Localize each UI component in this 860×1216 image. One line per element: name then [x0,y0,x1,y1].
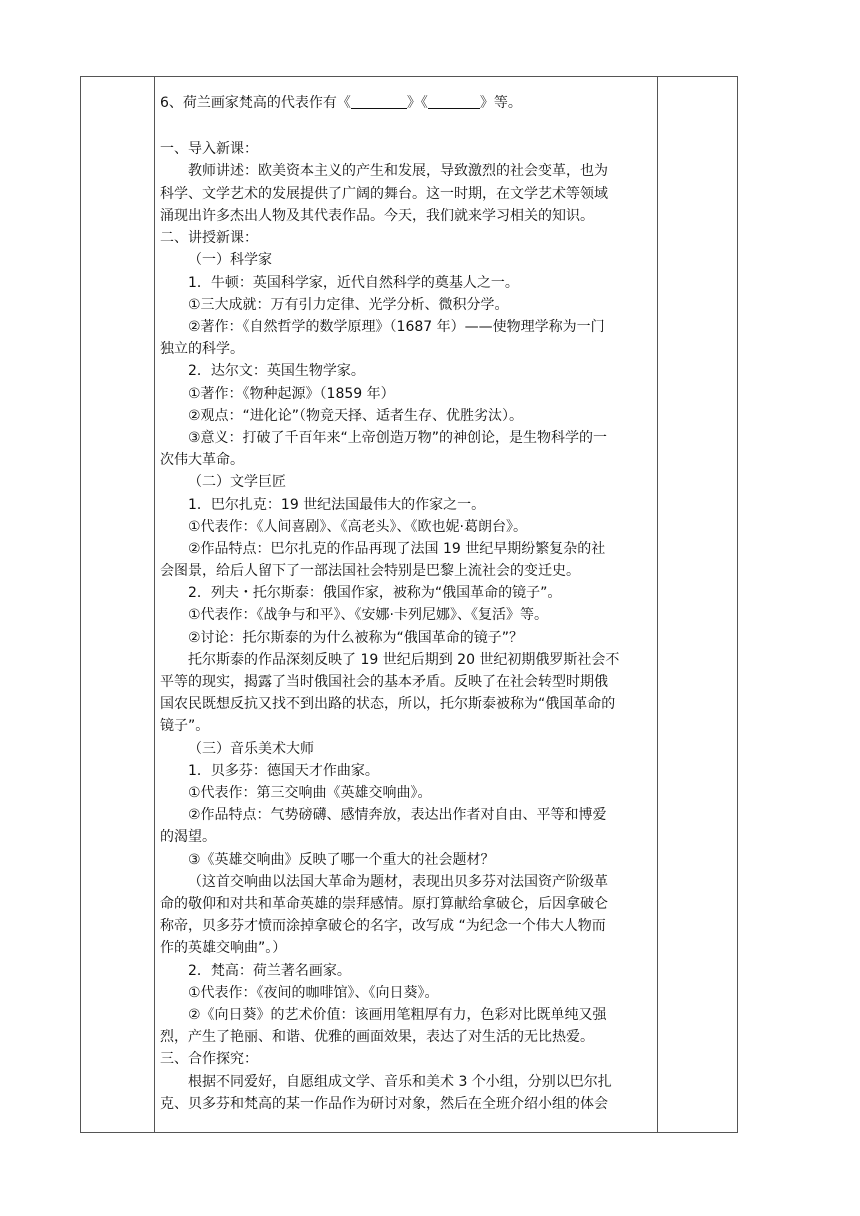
table-divider-left [154,76,155,1133]
paragraph-line: 1．巴尔扎克：19 世纪法国最伟大的作家之一。 [188,497,486,513]
paragraph-line: ②作品特点：巴尔扎克的作品再现了法国 19 世纪早期纷繁复杂的社 [188,541,606,557]
question-line: 6、荷兰画家梵高的代表作有《 》《 》等。 [160,95,522,111]
paragraph-line: 独立的科学。 [160,341,244,357]
table-divider-right [657,76,658,1133]
answer-blank [428,94,480,109]
paragraph-line: ②《向日葵》的艺术价值：该画用笔粗厚有力，色彩对比既单纯又强 [188,1007,607,1023]
paragraph-line: （这首交响曲以法国大革命为题材，表现出贝多芬对法国资产阶级革 [188,874,608,890]
paragraph-line: 科学、文学艺术的发展提供了广阔的舞台。这一时期，在文学艺术等领域 [160,186,608,202]
paragraph-line: 1．贝多芬：德国天才作曲家。 [188,763,379,779]
table-top-border [80,76,738,77]
paragraph-line: ②著作：《自然哲学的数学原理》（1687 年）——使物理学称为一门 [188,319,605,335]
paragraph-line: 命的敬仰和对共和革命英雄的崇拜感情。原打算献给拿破仑，后因拿破仑 [160,896,608,912]
paragraph-line: 2．梵高：荷兰著名画家。 [188,963,351,979]
subsection-heading: （二）文学巨匠 [188,474,286,490]
paragraph-line: ③《英雄交响曲》反映了哪一个重大的社会题材？ [188,852,495,868]
paragraph-line: 1．牛顿：英国科学家，近代自然科学的奠基人之一。 [188,275,519,291]
paragraph-line: 的渴望。 [160,829,216,845]
section-heading: 二、讲授新课： [160,230,258,246]
paragraph-line: ②作品特点：气势磅礴、感情奔放，表达出作者对自由、平等和博爱 [188,807,607,823]
paragraph-line: 根据不同爱好，自愿组成文学、音乐和美术 3 个小组，分别以巴尔扎 [188,1074,612,1090]
section-heading: 三、合作探究： [160,1051,258,1067]
paragraph-line: 烈，产生了艳丽、和谐、优雅的画面效果，表达了对生活的无比热爱。 [160,1029,594,1045]
paragraph-line: 会图景，给后人留下了一部法国社会特别是巴黎上流社会的变迁史。 [160,563,580,579]
paragraph-line: ②讨论：托尔斯泰的为什么被称为“俄国革命的镜子”？ [188,630,524,646]
paragraph-line: 次伟大革命。 [160,452,244,468]
subsection-heading: （三）音乐美术大师 [188,741,314,757]
paragraph-line: 称帝，贝多芬才愤而涂掉拿破仑的名字，改写成 “为纪念一个伟大人物而 [160,918,606,934]
paragraph-line: ①代表作：第三交响曲《英雄交响曲》。 [188,785,432,801]
paragraph-line: ①代表作：《战争与和平》、《安娜·卡列尼娜》、《复活》等。 [188,607,548,623]
paragraph-line: 2．达尔文：英国生物学家。 [188,363,365,379]
section-heading: 一、导入新课： [160,141,258,157]
paragraph-line: 教师讲述：欧美资本主义的产生和发展，导致激烈的社会变革，也为 [188,163,608,179]
paragraph-line: ③意义：打破了千百年来“上帝创造万物”的神创论，是生物科学的一 [188,430,608,446]
paragraph-line: 作的英雄交响曲”。） [160,940,287,956]
paragraph-line: 镜子”。 [160,718,210,734]
paragraph-line: 平等的现实，揭露了当时俄国社会的基本矛盾。反映了在社会转型时期俄 [160,674,608,690]
paragraph-line: 国农民既想反抗又找不到出路的状态，所以，托尔斯泰被称为“俄国革命的 [160,696,616,712]
answer-blank [351,94,407,109]
table-left-border [80,76,81,1133]
paragraph-line: 2．列夫・托尔斯泰：俄国作家，被称为“俄国革命的镜子”。 [188,585,562,601]
table-bottom-border [80,1132,738,1133]
subsection-heading: （一）科学家 [188,252,272,268]
paragraph-line: ①代表作：《人间喜剧》、《高老头》、《欧也妮·葛朗台》。 [188,519,527,535]
paragraph-line: ②观点：“进化论”（物竞天择、适者生存、优胜劣汰）。 [188,408,524,424]
paragraph-line: ①三大成就：万有引力定律、光学分析、微积分学。 [188,297,509,313]
table-right-border [737,76,738,1133]
paragraph-line: ①著作：《物种起源》（1859 年） [188,386,395,402]
paragraph-line: 涌现出许多杰出人物及其代表作品。今天，我们就来学习相关的知识。 [160,208,594,224]
paragraph-line: 托尔斯泰的作品深刻反映了 19 世纪后期到 20 世纪初期俄罗斯社会不 [188,652,620,668]
paragraph-line: 克、贝多芬和梵高的某一作品作为研讨对象，然后在全班介绍小组的体会 [160,1096,608,1112]
paragraph-line: ①代表作：《夜间的咖啡馆》、《向日葵》。 [188,985,439,1001]
